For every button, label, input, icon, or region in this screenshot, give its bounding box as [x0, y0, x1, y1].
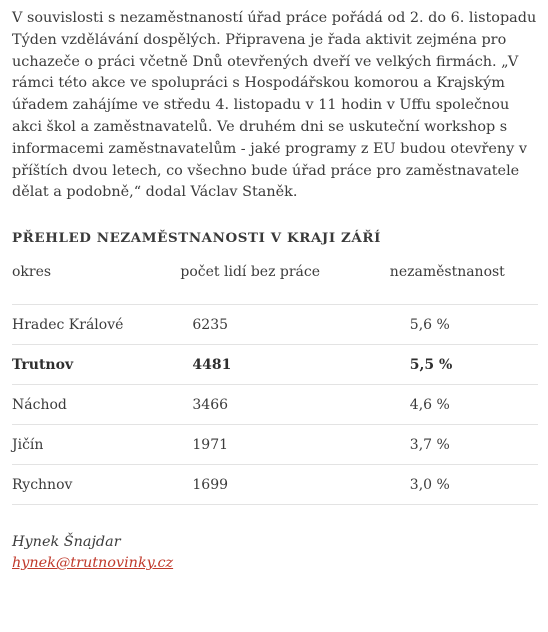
- unemployment-table: [12, 264, 538, 505]
- table-row: [12, 385, 538, 425]
- district-cell: Rychnov: [12, 465, 180, 505]
- count-cell: 1971: [180, 425, 379, 465]
- signature: [12, 532, 538, 574]
- rate-cell: 3,0 %: [380, 465, 538, 505]
- rate-cell: 5,5 %: [380, 345, 538, 385]
- rate-cell: 5,6 %: [380, 305, 538, 345]
- count-cell: 3466: [180, 385, 379, 425]
- column-header-count: počet lidí bez práce: [180, 264, 379, 305]
- table-header-row: [12, 264, 538, 305]
- district-cell: Hradec Králové: [12, 305, 180, 345]
- column-header-district: okres: [12, 264, 180, 305]
- section-heading: PŘEHLED NEZAMĚSTNANOSTI V KRAJI ZÁŘÍ: [12, 230, 381, 247]
- table-row: [12, 425, 538, 465]
- count-cell: 4481: [180, 345, 379, 385]
- table-row: [12, 305, 538, 345]
- table-row: [12, 465, 538, 505]
- rate-cell: 4,6 %: [380, 385, 538, 425]
- count-cell: 1699: [180, 465, 379, 505]
- district-cell: Jičín: [12, 425, 180, 465]
- count-cell: 6235: [180, 305, 379, 345]
- article-paragraph: V souvislosti s nezaměstnaností úřad práce pořádá od 2. do 6. listopadu Týden vzdělávání dospělých. Připravena je řada aktivit zejména pro uchazeče o práci včetně Dnů otevřených dveří ve velkých firmách. „V rámci této akce ve spolupráci s Hospodářskou komorou a Krajským úřadem zahájíme ve středu 4. listopadu v 11 hodin v Uffu společnou akci škol a zaměstnavatelů. Ve druhém dni se uskuteční workshop s informacemi zaměstnavatelům - jaké programy z EU budou otevřeny v příštích dvou letech, co všechno bude úřad práce pro zaměstnavatele dělat a podobně,“ dodal Václav Staněk.: [12, 10, 537, 201]
- author-name: Hynek Šnajdar: [12, 534, 121, 551]
- author-email-link[interactable]: hynek@trutnovinky.cz: [12, 555, 174, 572]
- district-cell: Náchod: [12, 385, 180, 425]
- column-header-rate: nezaměstnanost: [380, 264, 538, 305]
- district-cell: Trutnov: [12, 345, 180, 385]
- table-row-highlighted: [12, 345, 538, 385]
- rate-cell: 3,7 %: [380, 425, 538, 465]
